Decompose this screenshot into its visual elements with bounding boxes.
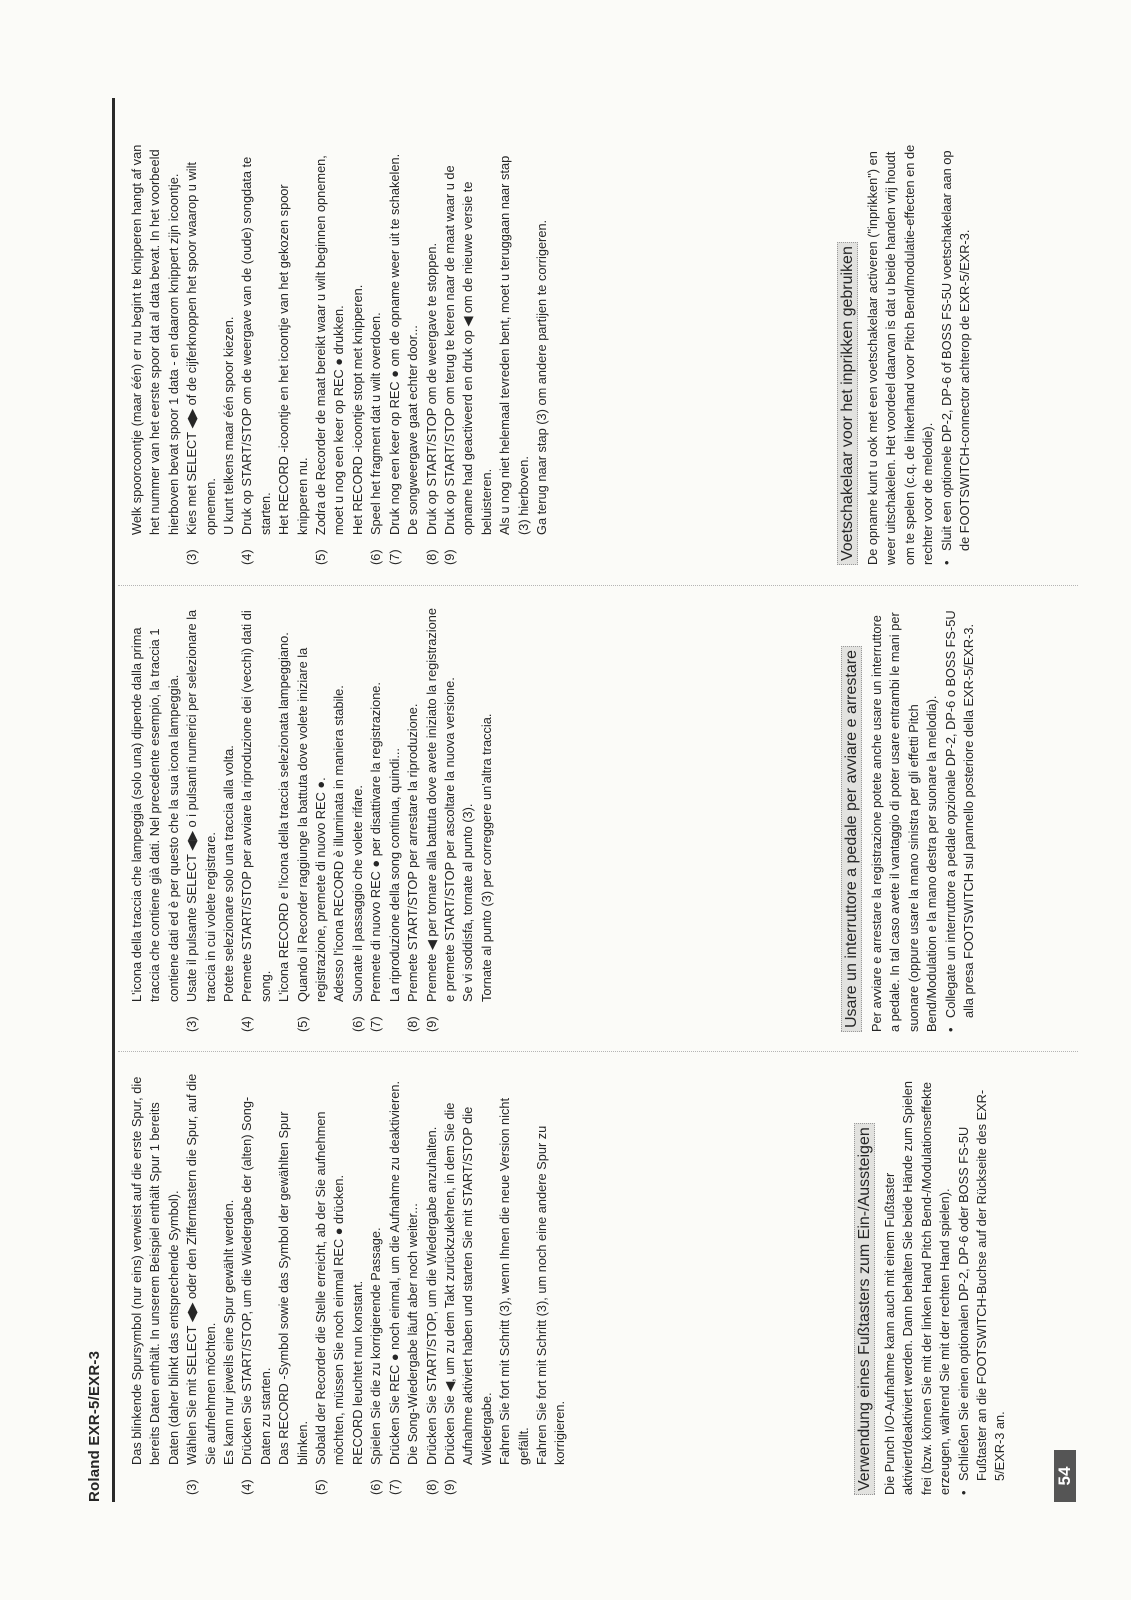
step: (4) Druk op START/STOP om de weergave van de (oude) songdata te starten. <box>239 156 273 565</box>
step: (7) Druk nog een keer op REC ● om de opname weer uit te schakelen. <box>386 153 402 565</box>
step: (4) Premete START/STOP per avviare la riproduzione dei (vecchi) dati di song. <box>239 610 273 1032</box>
step: U kunt telkens maar één spoor kiezen. <box>221 316 237 535</box>
step: La riproduzione della song continua, quindi... <box>386 748 402 1002</box>
section-footswitch-dutch <box>838 139 974 565</box>
step: (8) Druk op START/STOP om de weergave te stoppen. <box>423 242 439 565</box>
step: (9) Druk op START/STOP om terug te keren naar de maat waar u de opname had geactiveerd en druk op ◀ om de nieuwe versie te beluisteren. <box>441 165 494 565</box>
section-footswitch-italian <box>842 606 978 1032</box>
step: Het RECORD -icoontje en het icoontje van het gekozen spoor knipperen nu. <box>276 184 310 535</box>
step: (9) Drücken Sie ◀, um zu dem Takt zurückzukehren, in dem Sie die Aufnahme aktiviert haben und starten Sie mit START/STOP die Wiedergabe. <box>441 1102 494 1495</box>
section-heading: Voetschakelaar voor het inprikken gebruiken <box>837 242 858 565</box>
step: Als u nog niet helemaal tevreden bent, moet u teruggaan naar stap (3) hierboven. <box>497 155 531 535</box>
step: (6) Suonate il passaggio che volete rifare. <box>349 785 365 1032</box>
step: Tornate al punto (3) per correggere un'altra traccia. <box>478 713 494 1002</box>
step: (7) Drücken Sie REC ● noch einmal, um die Aufnahme zu deaktivieren. <box>386 1080 402 1495</box>
step: (5) Sobald der Recorder die Stelle erreicht, ab der Sie aufnehmen möchten, müssen Sie noch einmal REC ● drücken. <box>313 1111 347 1495</box>
step: Fahren Sie fort mit Schritt (3), um noch eine andere Spur zu korrigieren. <box>533 1125 568 1465</box>
step: Fahren Sie fort mit Schritt (3), wenn Ihnen die neue Version nicht gefällt. <box>497 1097 531 1465</box>
step: (3) Wählen Sie mit SELECT ◀▶ oder den Zifferntastern die Spur, auf die Sie aufnehmen möchten. <box>184 1073 218 1495</box>
section-body: Die Punch I/O-Aufnahme kann auch mit einem Fußtaster aktiviert/deaktiviert werden. Dann behalten Sie beide Hände zum Spielen frei (bzw. können Sie mit der linken Hand Pitch Bend-/Modulationseffekte erzeugen, während Sie mit der rechten Hand spielen). <box>882 1080 953 1495</box>
column-german <box>128 1069 570 1495</box>
step: (3) Kies met SELECT ◀▶ of de cijferknoppen het spoor waarop u wilt opnemen. <box>184 162 218 565</box>
section-body: De opname kunt u ook met een voetschakelaar activeren ("inprikken") en weer uitschakelen. Het voordeel daarvan is dat u beide handen vrij houdt om te spelen (c.q. de linkerhand voor Pitch Bend/modulatie-effecten en de rechter voor de melodie). <box>865 144 936 565</box>
step: (6) Spielen Sie die zu korrigierende Passage. <box>368 1227 384 1495</box>
step: (7) Premete di nuovo REC ● per disattivare la registrazione. <box>368 682 384 1032</box>
column-divider <box>118 1051 1078 1052</box>
step: (9) Premete ◀ per tornare alla battuta dove avete iniziato la registrazione e premete START/STOP per ascoltare la nuova versione. <box>423 608 457 1032</box>
step: (5) Zodra de Recorder de maat bereikt waar u wilt beginnen opnemen, moet u nog een keer op REC ● drukken. <box>313 155 347 565</box>
page-header-title: Roland EXR-5/EXR-3 <box>86 1350 103 1502</box>
step: L'icona RECORD e l'icona della traccia selezionata lampeggiano. <box>276 632 292 1002</box>
step: (8) Drücken Sie START/STOP, um die Wiedergabe anzuhalten. <box>423 1126 439 1495</box>
intro-paragraph: Das blinkende Spursymbol (nur eins) verweist auf die erste Spur, die bereits Daten enthält. In unserem Beispiel enthält Spur 1 bereits Daten (daher blinkt das entsprechende Symbol). <box>129 1076 181 1465</box>
bullet-item: • Schließen Sie einen optionalen DP-2, DP-6 oder BOSS FS-5U Fußtaster an die FOOTSWITCH-Buchse auf der Rückseite des EXR-5/EXR-3 an. <box>955 1089 1008 1495</box>
bullet-item: • Sluit een optionele DP-2, DP-6 of BOSS FS-5U voetschakelaar aan op de FOOTSWITCH-connector achterop de EXR-5/EXR-3. <box>938 150 973 565</box>
page-number: 54 <box>1054 1450 1076 1502</box>
column-dutch <box>128 139 551 565</box>
step: Das RECORD -Symbol sowie das Symbol der gewählten Spur blinken. <box>276 1111 310 1465</box>
step: Adesso l'icona RECORD è illuminata in maniera stabile. <box>331 685 347 1002</box>
header-rule <box>112 98 115 1502</box>
section-heading: Verwendung eines Fußtasters zum Ein-/Aussteigen <box>854 1123 875 1495</box>
step: Het RECORD -icoontje stopt met knipperen. <box>349 284 365 535</box>
bullet-item: • Collegate un interruttore a pedale opzionale DP-2, DP-6 o BOSS FS-5U alla presa FOOTSWITCH sul pannello posteriore della EXR-5/EXR-3. <box>942 610 977 1032</box>
step: (3) Usate il pulsante SELECT ◀▶ o i pulsanti numerici per selezionare la traccia in cui volete registrare. <box>184 609 218 1032</box>
step: (8) Premete START/STOP per arrestare la riproduzione. <box>405 703 421 1032</box>
intro-paragraph: Welk spoorcoontje (maar één) er nu begint te knipperen hangt af van het nummer van het eerste spoor dat al data bevat. In het voorbeeld hierboven bevat spoor 1 data - en daarom knippert zijn icoontje. <box>129 144 181 535</box>
step: Die Song-Wiedergabe läuft aber noch weiter... <box>405 1203 421 1465</box>
step: Ga terug naar stap (3) om andere partijen te corrigeren. <box>533 219 549 535</box>
section-footswitch-german <box>855 1069 1010 1495</box>
step: (6) Speel het fragment dat u wilt overdoen. <box>368 312 384 565</box>
intro-paragraph: L'icona della traccia che lampeggia (solo una) dipende dalla prima traccia che contiene già dati. Nel precedente esempio, la traccia 1 contiene dati ed è per questo che la sua icona lampeggia. <box>129 627 181 1002</box>
step: Se vi soddisfa, tornate al punto (3). <box>460 803 476 1002</box>
step: (5) Quando il Recorder raggiunge la battuta dove volete iniziare la registrazione, premete di nuovo REC ●. <box>294 647 329 1032</box>
step: Es kann nur jeweils eine Spur gewählt werden. <box>221 1199 237 1465</box>
section-body: Per avviare e arrestare la registrazione potete anche usare un interruttore a pedale. In tal caso avete il vantaggio di poter usare entrambi le mani per suonare (oppure usare la mano sinistra per gli effetti Pitch Bend/Modulation e la mano destra per suonare la melodia). <box>869 612 940 1032</box>
column-divider <box>118 585 1078 586</box>
step: De songweergave gaat echter door... <box>405 325 421 535</box>
column-italian <box>128 606 496 1032</box>
section-heading: Usare un interruttore a pedale per avviare e arrestare <box>841 646 862 1032</box>
step: (4) Drücken Sie START/STOP, um die Wiedergabe der (alten) Song-Daten zu starten. <box>239 1096 273 1495</box>
step: Potete selezionare solo una traccia alla volta. <box>221 745 237 1002</box>
step: RECORD leuchtet nun konstant. <box>349 1280 365 1465</box>
